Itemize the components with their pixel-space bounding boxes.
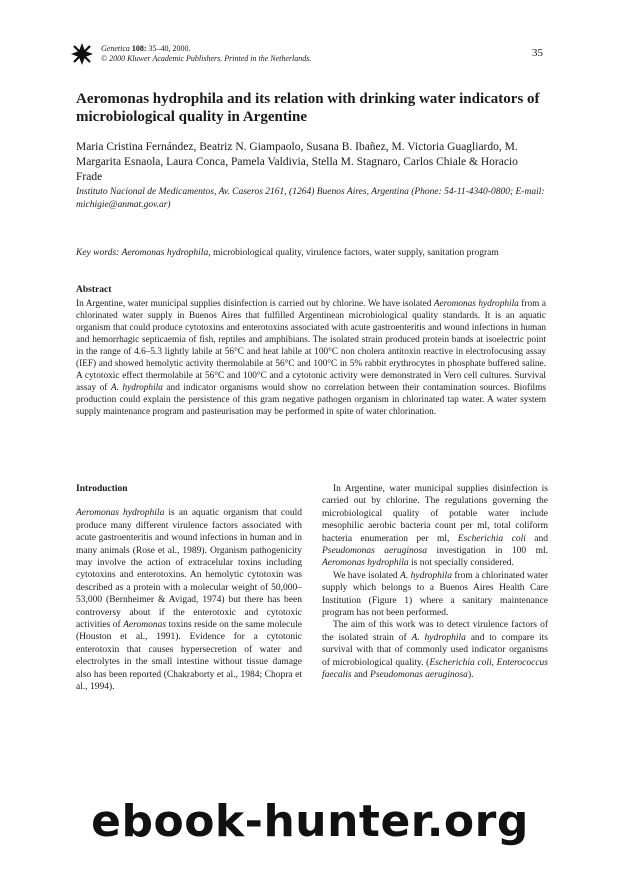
keywords (76, 247, 546, 259)
journal-pages: 35–40, 2000. (148, 44, 191, 53)
intro-paragraph-1: Aeromonas hydrophila is an aquatic organism that could produce many different virulence factors associated with acute gastroenteritis and wound infections in human and in many animals (Rose et al., 1989). Organism pathogenicity may involve the action of extracelular toxins including cytotoxins and enterotoxins. An hemolytic cytotoxin was described as a protein with a molecular weight of 50,000–53,000 (Bernheimer & Avigad, 1974) but there has been controversy about if the enterotoxic and cytotoxic activities of Aeromonas toxins reside on the same molecule (Houston et al., 1991). Evidence for a cytotonic enterotoxin that causes hypersecretion of water and electrolytes in the small intestine without tissue damage also has been reported (Chakraborty et al., 1984; Chopra et al., 1994). (76, 508, 302, 693)
intro-paragraph-3: We have isolated A. hydrophila from a chlorinated water supply which belongs to a Buenos Aires Health Care Institution (Figure 1) where a sanitary maintenance program has not been performed. (322, 570, 548, 619)
journal-name: Genetica (101, 44, 130, 53)
intro-paragraph-4: The aim of this work was to detect virulence factors of the isolated strain of A. hydrophila and to compare its survival with that of commonly used indicator organisms of microbiological quality. (Escherichia coli, Enterococcus faecalis and Pseudomonas aeruginosa). (322, 620, 548, 681)
watermark-text: ebook-hunter.org (91, 796, 529, 847)
right-column (322, 483, 548, 682)
abstract-heading: Abstract (76, 285, 112, 295)
abstract-body: In Argentine, water municipal supplies disinfection is carried out by chlorine. We have isolated Aeromonas hydrophila from a chlorinated water supply in Buenos Aires that fulfilled Argentinean microbiological quality standards. It is an aquatic organism that could produce cytotoxins and enterotoxins associated with acute gastroenteritis and wound infections in human and hemorrhagic septicaemia of fish, reptiles and amphibians. The isolated strain produced protein bands at isoelectric point in the range of 4.6–5.3 lightly labile at 56°C and heat labile at 100°C non cholera antitoxin reactive in electrofocusing assay (IEF) and showed hemolytic activity thermolabile at 56°C and 100°C in 5% rabbit erythrocytes in phosphate buffered saline. A cytotoxic effect thermolabile at 56°C and 100°C and a cytotonic activity were demonstrated in Vero cell cultures. Survival assay of A. hydrophila and indicator organisms would show no correlation between their contamination sources. Biofilms production could explain the persistence of this gram negative pathogen organism in chlorinated tap water. A water system supply maintenance program and pasteurisation may be performed in spite of water chlorination. (76, 299, 546, 417)
paper-title: Aeromonas hydrophila and its relation with drinking water indicators of microbiological quality in Argentine (76, 91, 540, 125)
left-column (76, 483, 302, 694)
author-list: Maria Cristina Fernández, Beatriz N. Giampaolo, Susana B. Ibañez, M. Victoria Guagliardo, M. Margarita Esnaola, Laura Conca, Pamela Valdivia, Stella M. Stagnaro, Carlos Chiale & Horacio Frade (76, 141, 518, 183)
page-number: 35 (532, 47, 543, 59)
introduction-heading: Introduction (76, 484, 128, 494)
keywords-rest: , microbiological quality, virulence factors, water supply, sanitation program (208, 248, 499, 258)
intro-paragraph-2: In Argentine, water municipal supplies disinfection is carried out by chlorine. The regulations governing the microbiological quality of potable water include mesophilic aerobic bacteria count per ml, total coliform bacteria enumeration per ml, Escherichia coli and Pseudomonas aeruginosa investigation in 100 ml. Aeromonas hydrophila is not specially considered. (322, 484, 549, 569)
keyword-organism: Aeromonas hydrophila (121, 248, 209, 258)
affiliation: Instituto Nacional de Medicamentos, Av. Caseros 2161, (1264) Buenos Aires, Argentina (Phone: 54-11-4340-0800; E-mail: michigie@anmat.gov.ar) (76, 187, 545, 210)
keywords-label: Key words: (76, 248, 120, 258)
copyright-line: © 2000 Kluwer Academic Publishers. Printed in the Netherlands. (101, 54, 312, 63)
journal-volume: 108: (131, 44, 147, 53)
journal-citation (101, 44, 311, 64)
publisher-logo-icon (71, 43, 93, 65)
